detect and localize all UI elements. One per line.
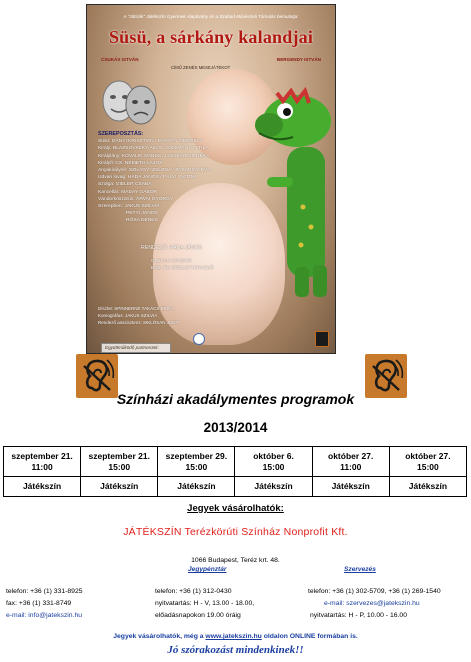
cast-row: Udvari lovag: HÁDA JÁNOS / PÁLYI VIKTOR	[98, 175, 196, 181]
schedule-table	[3, 446, 467, 497]
show-poster	[86, 4, 336, 354]
office-email[interactable]: e-mail: info@jatekszin.hu	[6, 612, 83, 619]
office-phone: telefon: +36 (1) 331-8925	[6, 588, 83, 595]
poster-partners: Együttműködő partnerünk:	[105, 345, 159, 350]
online-text-before: Jegyek vásárolhatók, még a	[113, 633, 206, 640]
box-office-hours: nyitvatartás: H - V, 13.00 - 18.00,	[155, 600, 255, 607]
cast-row: Szerepben: JAKUS SZILVIA	[98, 204, 160, 210]
schedule-cell	[312, 447, 389, 477]
theater-masks-icon	[97, 75, 161, 131]
website-link[interactable]: www.jatekszin.hu	[205, 633, 262, 640]
show-date: szeptember 21.	[11, 451, 73, 461]
company-name: JÁTÉKSZÍN Terézkörúti Színház Nonprofit Kft.	[123, 526, 348, 538]
show-venue: Játékszín	[312, 477, 389, 497]
show-time: 11:00	[31, 461, 53, 472]
schedule-cell	[81, 447, 158, 477]
poster-title: Süsü, a sárkány kalandjai	[108, 27, 314, 47]
online-text-after: oldalon ONLINE formában is.	[261, 633, 358, 640]
schedule-cell	[158, 447, 235, 477]
show-venue: Játékszín	[389, 477, 466, 497]
poster-author-right: BERGENDY ISTVÁN	[276, 57, 321, 62]
organization-hours: nyitvatartás: H - P, 10.00 - 16.00	[310, 612, 407, 619]
season-heading: 2013/2014	[203, 420, 268, 435]
show-date: október 27.	[405, 451, 451, 461]
poster-credit-line: Koreográfus: JAKUS SZILVIA	[98, 313, 158, 319]
show-time: 15:00	[108, 461, 131, 472]
show-venue: Játékszín	[235, 477, 312, 497]
poster-music-line: OLEVAN SÁNDOR	[151, 259, 192, 264]
poster-credit-line: Díszlet: SPINNERNÉ TAKÁCS ERIKA	[98, 306, 175, 311]
cast-header: SZEREPOSZTÁS:	[98, 131, 144, 137]
box-office-show-hours: előadásnapokon 19.00 óráig	[155, 612, 241, 619]
poster-credit-line: Rendező asszisztens: SIKLÓSAN JUDIT	[98, 320, 180, 326]
box-office-heading: Jegypénztár	[188, 566, 227, 573]
schedule-cell	[4, 447, 81, 477]
cast-row: Vándorköszörűs: ÁRVAI GYÖRGY	[98, 196, 174, 202]
cast-row: Királylány: KOVALIK ÁGNES / LACHNYECZ RÉKA	[98, 153, 210, 159]
show-date: október 6.	[253, 451, 294, 461]
cast-row: Anyakirályné: SZILÁGYI ZSUZSA / ZAKARIÁS ÉVA	[98, 168, 211, 174]
schedule-dates-row	[4, 447, 467, 477]
cast-row: PETYI JÁNOS	[126, 211, 158, 217]
poster-director: RENDEZŐ: HÁDA JÁNOS	[141, 245, 203, 251]
show-time: 15:00	[417, 461, 439, 472]
schedule-venue-row	[4, 477, 467, 497]
susu-dragon-puppet-icon	[247, 87, 336, 305]
poster-tagline: A "Játszik" Játékszín Gyermek Alapítvány és a Szabad Művészeti Társulás bemutatja:	[123, 14, 299, 19]
show-venue: Játékszín	[81, 477, 158, 497]
company-address: 1066 Budapest, Teréz krt. 48.	[191, 557, 280, 564]
show-time: 11:00	[340, 461, 362, 472]
poster-subtitle: CÍMŰ ZENÉS MESEJÁTÉKOT	[171, 65, 231, 70]
poster-music-credits	[151, 259, 214, 273]
show-time: 15:00	[185, 461, 208, 472]
theater-emblem-icon	[315, 331, 329, 347]
show-time: 15:00	[262, 461, 285, 472]
organization-email[interactable]: e-mail: szervezes@jatekszin.hu	[324, 600, 420, 607]
greeting: Jó szórakozást mindenkinek!!	[167, 644, 304, 656]
show-venue: Játékszín	[158, 477, 235, 497]
cast-row: Királyfi: CS. NÉMETH LAJOS	[98, 160, 163, 166]
poster-author-left: CSUKÁS ISTVÁN	[101, 57, 139, 62]
cast-row: Kancellár: MADAY GÁBOR	[98, 189, 158, 195]
cast-row: RÓSA DÉNES	[126, 218, 158, 224]
cast-row: Szolga: GIELER CSABA	[98, 182, 152, 188]
schedule-cell	[235, 447, 312, 477]
poster-credits	[98, 305, 180, 327]
tickets-heading: Jegyek vásárolhatók:	[187, 503, 284, 514]
partner-seal-icon	[193, 333, 205, 345]
show-venue: Játékszín	[4, 477, 81, 497]
cast-list	[98, 131, 218, 225]
show-date: október 27.	[328, 451, 374, 461]
main-heading: Színházi akadálymentes programok	[116, 391, 355, 407]
schedule-cell	[389, 447, 466, 477]
box-office-phone: telefon: +36 (1) 312-0430	[155, 588, 232, 595]
online-purchase-note	[0, 633, 471, 640]
show-date: szeptember 29.	[165, 451, 228, 461]
cast-row: Király: BLAZSOVSZKY ÁKOS / DOLMÁNY ATTILA	[98, 146, 209, 152]
office-fax: fax: +36 (1) 331-8749	[6, 600, 72, 607]
organization-phone: telefon: +36 (1) 302-5709, +36 (1) 269-1540	[308, 588, 441, 595]
show-date: szeptember 21.	[88, 451, 150, 461]
organization-heading: Szervezés	[344, 566, 376, 573]
cast-row: Süsü: DÁNYI KRISZTIÁN / BARÁNY GERGELY	[98, 139, 203, 145]
poster-music-line: BÁB- ÉS DÍSZLETTERVEZŐ	[151, 265, 214, 271]
